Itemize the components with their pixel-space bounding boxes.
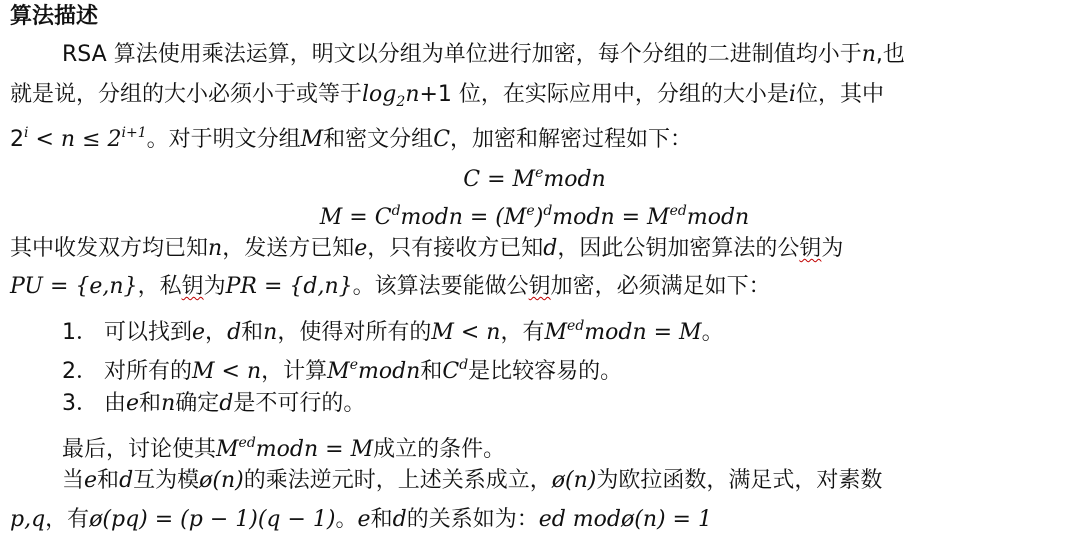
- math-phi: ø(n): [199, 468, 244, 493]
- text: 最后，讨论使其: [62, 437, 217, 462]
- text: 是比较容易的。: [468, 359, 623, 384]
- text: 位，其中: [795, 82, 884, 107]
- math-n: n: [861, 42, 876, 67]
- text: 为欧拉函数，满足式，对素数: [596, 468, 883, 493]
- text: ，计算: [261, 359, 328, 384]
- math-superscript: ed: [238, 435, 256, 451]
- text: 确定: [175, 391, 220, 416]
- math: M < n: [192, 359, 262, 384]
- text: 由: [104, 391, 127, 416]
- paragraph-4-line-2: [10, 505, 712, 535]
- formula-encrypt: [0, 158, 1069, 195]
- list-item-1: [62, 311, 724, 348]
- section-heading: 算法描述: [10, 4, 99, 29]
- spellcheck-word: 钥: [528, 274, 551, 299]
- math-superscript: d: [543, 203, 553, 219]
- text: 和: [370, 507, 393, 532]
- text: ，加密和解密过程如下：: [450, 127, 693, 152]
- text: 对所有的: [104, 359, 193, 384]
- math-M: M: [300, 127, 324, 152]
- math-public-key: PU = {e,n}: [10, 274, 138, 299]
- text: 就是说，分组的大小必须小于或等于: [10, 82, 363, 107]
- text: RSA 算法使用乘法运算，明文以分组为单位进行加密，每个分组的二进制值均小于: [62, 42, 862, 67]
- math: modn = M: [255, 437, 374, 462]
- list-number: 1．: [62, 320, 98, 345]
- text: ，有: [500, 320, 545, 345]
- math-e: e: [126, 391, 140, 416]
- math-superscript: d: [459, 357, 469, 373]
- text: 和: [139, 391, 162, 416]
- math-inequality: < n ≤ 2: [28, 127, 122, 152]
- text: +1 位，在实际应用中，分组的大小是: [419, 82, 789, 107]
- math-superscript: i+1: [121, 125, 147, 141]
- math-n: n: [161, 391, 176, 416]
- math-superscript: e: [526, 203, 535, 219]
- math-d: d: [392, 507, 407, 532]
- text: ，因此公钥加密算法的公: [557, 236, 800, 261]
- math-e: e: [192, 320, 206, 345]
- spellcheck-word: 钥: [799, 236, 822, 261]
- math: p,q: [10, 507, 46, 532]
- math: modn: [543, 167, 606, 192]
- text: 为: [203, 274, 226, 299]
- math: M: [216, 437, 239, 462]
- math: modn: [686, 205, 750, 230]
- math: M < n: [431, 320, 501, 345]
- math-n: n: [263, 320, 278, 345]
- spellcheck-word: 钥: [181, 274, 204, 299]
- list-item-2: [62, 350, 622, 387]
- text: 。对于明文分组: [146, 127, 301, 152]
- text: 和: [241, 320, 264, 345]
- math-superscript: ed: [567, 318, 585, 334]
- math: modn = (M: [400, 205, 527, 230]
- paragraph-2-line-2: [10, 272, 771, 302]
- math-relation: ed modø(n) = 1: [538, 507, 712, 532]
- math: modn: [357, 359, 421, 384]
- list-number: 2．: [62, 359, 98, 384]
- text: 和: [420, 359, 443, 384]
- paragraph-4-line-1: [62, 466, 882, 496]
- math-d: d: [543, 236, 558, 261]
- math-e: e: [354, 236, 368, 261]
- math: C = M: [463, 167, 536, 192]
- math-private-key: PR = {d,n}: [225, 274, 353, 299]
- math: M: [544, 320, 568, 345]
- math: modn = M: [584, 320, 702, 345]
- math-superscript: i: [24, 125, 29, 141]
- math-e: e: [357, 507, 371, 532]
- text: 和密文分组: [323, 127, 434, 152]
- text: 可以找到: [104, 320, 193, 345]
- paragraph-1-line-3: [10, 118, 692, 155]
- text: 的乘法逆元时，上述关系成立，: [243, 468, 552, 493]
- text: 和: [97, 468, 120, 493]
- math-subscript: 2: [396, 94, 406, 110]
- math: M = C: [319, 205, 392, 230]
- math-e: e: [84, 468, 98, 493]
- math-d: d: [227, 320, 242, 345]
- math-superscript: d: [391, 203, 401, 219]
- text: ，私: [137, 274, 182, 299]
- math: M: [327, 359, 350, 384]
- math-superscript: e: [535, 165, 544, 181]
- math: C: [442, 359, 460, 384]
- text: 为: [821, 236, 844, 261]
- math-C: C: [433, 127, 451, 152]
- math-d: d: [219, 391, 234, 416]
- text: ，只有接收方已知: [367, 236, 544, 261]
- math-n: n: [208, 236, 223, 261]
- math: modn = M: [552, 205, 670, 230]
- paragraph-1-line-1: [62, 40, 905, 70]
- text: 其中收发双方均已知: [10, 236, 209, 261]
- list-number: 3．: [62, 391, 98, 416]
- text: 成立的条件。: [373, 437, 506, 462]
- paragraph-1-line-2: [10, 80, 884, 117]
- paragraph-3: [62, 428, 505, 465]
- text: ，: [205, 320, 228, 345]
- text: 的关系如为：: [406, 507, 539, 532]
- text: 。: [335, 507, 358, 532]
- text: 当: [62, 468, 85, 493]
- math: ): [534, 205, 544, 230]
- text: 2: [10, 127, 24, 152]
- math-log: log: [362, 82, 397, 107]
- paragraph-2-line-1: [10, 234, 843, 264]
- text: 加密，必须满足如下：: [550, 274, 771, 299]
- formula-decrypt: [0, 196, 1069, 233]
- text: 。该算法要能做公: [352, 274, 529, 299]
- text: ，使得对所有的: [277, 320, 432, 345]
- text: 互为模: [133, 468, 200, 493]
- math-euler: ø(pq) = (p − 1)(q − 1): [89, 507, 336, 532]
- text: 是不可行的。: [233, 391, 366, 416]
- math-phi: ø(n): [551, 468, 597, 493]
- text: ,也: [875, 42, 905, 67]
- math-d: d: [119, 468, 134, 493]
- text: ，发送方已知: [222, 236, 355, 261]
- math-superscript: e: [349, 357, 358, 373]
- math-i: i: [788, 82, 796, 107]
- text: 。: [701, 320, 724, 345]
- math-superscript: ed: [669, 203, 687, 219]
- text: ，有: [45, 507, 90, 532]
- math-n: n: [405, 82, 420, 107]
- list-item-3: [62, 389, 365, 419]
